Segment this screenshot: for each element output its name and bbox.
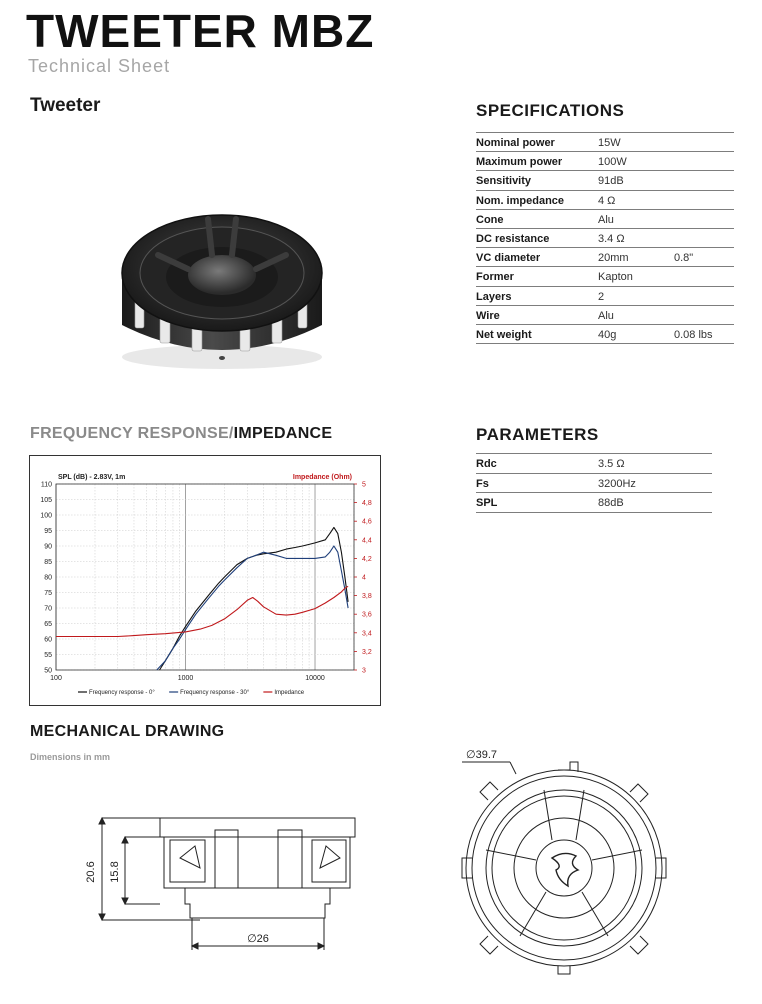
y-tick-label-right: 3,6 xyxy=(362,611,372,619)
frequency-response-chart xyxy=(29,455,381,706)
spec-value-alt: 0.08 lbs xyxy=(674,324,734,343)
spec-value: 4 Ω xyxy=(598,190,674,209)
spec-value-alt xyxy=(674,152,734,171)
spec-row xyxy=(476,267,734,286)
param-value: 3.5 Ω xyxy=(598,454,712,474)
product-image xyxy=(100,185,340,380)
spec-value: 3.4 Ω xyxy=(598,228,674,247)
spec-value-alt xyxy=(674,209,734,228)
spec-value-alt xyxy=(674,286,734,305)
spec-value-alt xyxy=(674,228,734,247)
param-key: Fs xyxy=(476,473,598,493)
param-value: 3200Hz xyxy=(598,473,712,493)
spec-value: Kapton xyxy=(598,267,674,286)
spec-value: 100W xyxy=(598,152,674,171)
spec-value-alt: 0.8" xyxy=(674,248,734,267)
spec-row xyxy=(476,152,734,171)
y-tick-label-right: 4,4 xyxy=(362,537,372,545)
param-value: 88dB xyxy=(598,493,712,513)
spec-value: 91dB xyxy=(598,171,674,190)
y-tick-label-left: 95 xyxy=(44,528,52,535)
x-tick-label: 100 xyxy=(50,675,62,682)
spec-key: Net weight xyxy=(476,324,598,343)
spec-row xyxy=(476,305,734,324)
spec-value-alt xyxy=(674,305,734,324)
dim-diameter-bottom: ∅26 xyxy=(247,933,269,945)
spec-value: 2 xyxy=(598,286,674,305)
y-tick-label-left: 80 xyxy=(44,574,52,582)
spec-key: DC resistance xyxy=(476,228,598,247)
series-line-3 xyxy=(56,586,348,636)
spec-key: Nominal power xyxy=(476,133,598,152)
dim-height-total: 20.6 xyxy=(85,861,97,883)
spec-value: Alu xyxy=(598,209,674,228)
specifications-table xyxy=(476,132,734,344)
spec-row xyxy=(476,286,734,305)
spec-key: Maximum power xyxy=(476,152,598,171)
parameters-title: PARAMETERS xyxy=(476,425,599,444)
param-row xyxy=(476,454,712,474)
y-tick-label-left: 105 xyxy=(40,497,52,504)
specifications-title: SPECIFICATIONS xyxy=(476,101,625,120)
spec-value: 40g xyxy=(598,324,674,343)
y-tick-label-right: 5 xyxy=(362,481,366,489)
y-tick-label-right: 4 xyxy=(362,574,366,582)
spec-row xyxy=(476,190,734,209)
spec-key: Sensitivity xyxy=(476,171,598,190)
dim-height-body: 15.8 xyxy=(109,861,121,883)
y-tick-label-right: 3 xyxy=(362,667,366,675)
x-tick-label: 10000 xyxy=(305,675,325,682)
right-axis-title: Impedance (Ohm) xyxy=(292,474,352,481)
y-tick-label-right: 4,8 xyxy=(362,500,372,508)
y-tick-label-left: 100 xyxy=(40,512,52,520)
y-tick-label-left: 60 xyxy=(44,636,52,644)
y-tick-label-right: 4,2 xyxy=(362,555,372,563)
spec-key: VC diameter xyxy=(476,248,598,267)
spec-key: Nom. impedance xyxy=(476,190,598,209)
mechanical-subtitle: Dimensions in mm xyxy=(30,752,111,762)
param-row xyxy=(476,493,712,513)
y-tick-label-right: 3,8 xyxy=(362,593,372,601)
x-tick-label: 1000 xyxy=(177,675,194,682)
spec-key: Former xyxy=(476,267,598,286)
spec-row xyxy=(476,133,734,152)
chart-svg xyxy=(30,456,382,707)
spec-key: Wire xyxy=(476,305,598,324)
legend-label: Frequency response - 0° xyxy=(89,690,155,696)
spec-value: Alu xyxy=(598,305,674,324)
left-axis-title: SPL (dB) - 2.83V, 1m xyxy=(58,474,126,481)
spec-value-alt xyxy=(674,171,734,190)
y-tick-label-right: 4,6 xyxy=(362,518,372,526)
y-tick-label-right: 3,4 xyxy=(362,630,372,638)
top-view-drawing xyxy=(440,740,680,995)
product-label: Tweeter xyxy=(30,95,101,116)
spec-row xyxy=(476,171,734,190)
param-key: SPL xyxy=(476,493,598,513)
y-tick-label-left: 110 xyxy=(40,481,52,489)
page-title: TWEETER MBZ xyxy=(26,5,375,57)
page-subtitle: Technical Sheet xyxy=(28,56,171,76)
frequency-response-title-b: IMPEDANCE xyxy=(233,425,333,442)
spec-row xyxy=(476,228,734,247)
frequency-response-title xyxy=(30,425,332,443)
legend-label: Frequency response - 30° xyxy=(180,690,250,696)
spec-value-alt xyxy=(674,190,734,209)
y-tick-label-left: 85 xyxy=(44,559,52,566)
side-view-drawing xyxy=(80,800,380,975)
mechanical-title: MECHANICAL DRAWING xyxy=(30,723,225,740)
spec-row xyxy=(476,324,734,343)
spec-row xyxy=(476,248,734,267)
spec-value-alt xyxy=(674,133,734,152)
param-row xyxy=(476,473,712,493)
y-tick-label-left: 90 xyxy=(44,543,52,551)
y-tick-label-left: 75 xyxy=(44,590,52,597)
y-tick-label-left: 65 xyxy=(44,621,52,628)
spec-row xyxy=(476,209,734,228)
param-key: Rdc xyxy=(476,454,598,474)
y-tick-label-left: 70 xyxy=(44,605,52,613)
y-tick-label-left: 55 xyxy=(44,652,52,659)
dim-diameter-top: ∅39.7 xyxy=(466,749,497,761)
parameters-table xyxy=(476,453,712,513)
spec-value: 20mm xyxy=(598,248,674,267)
spec-key: Layers xyxy=(476,286,598,305)
y-tick-label-left: 50 xyxy=(44,667,52,675)
legend-label: Impedance xyxy=(274,690,305,696)
spec-value: 15W xyxy=(598,133,674,152)
spec-key: Cone xyxy=(476,209,598,228)
spec-value-alt xyxy=(674,267,734,286)
frequency-response-title-a: FREQUENCY RESPONSE/ xyxy=(30,425,234,442)
y-tick-label-right: 3,2 xyxy=(362,648,372,656)
